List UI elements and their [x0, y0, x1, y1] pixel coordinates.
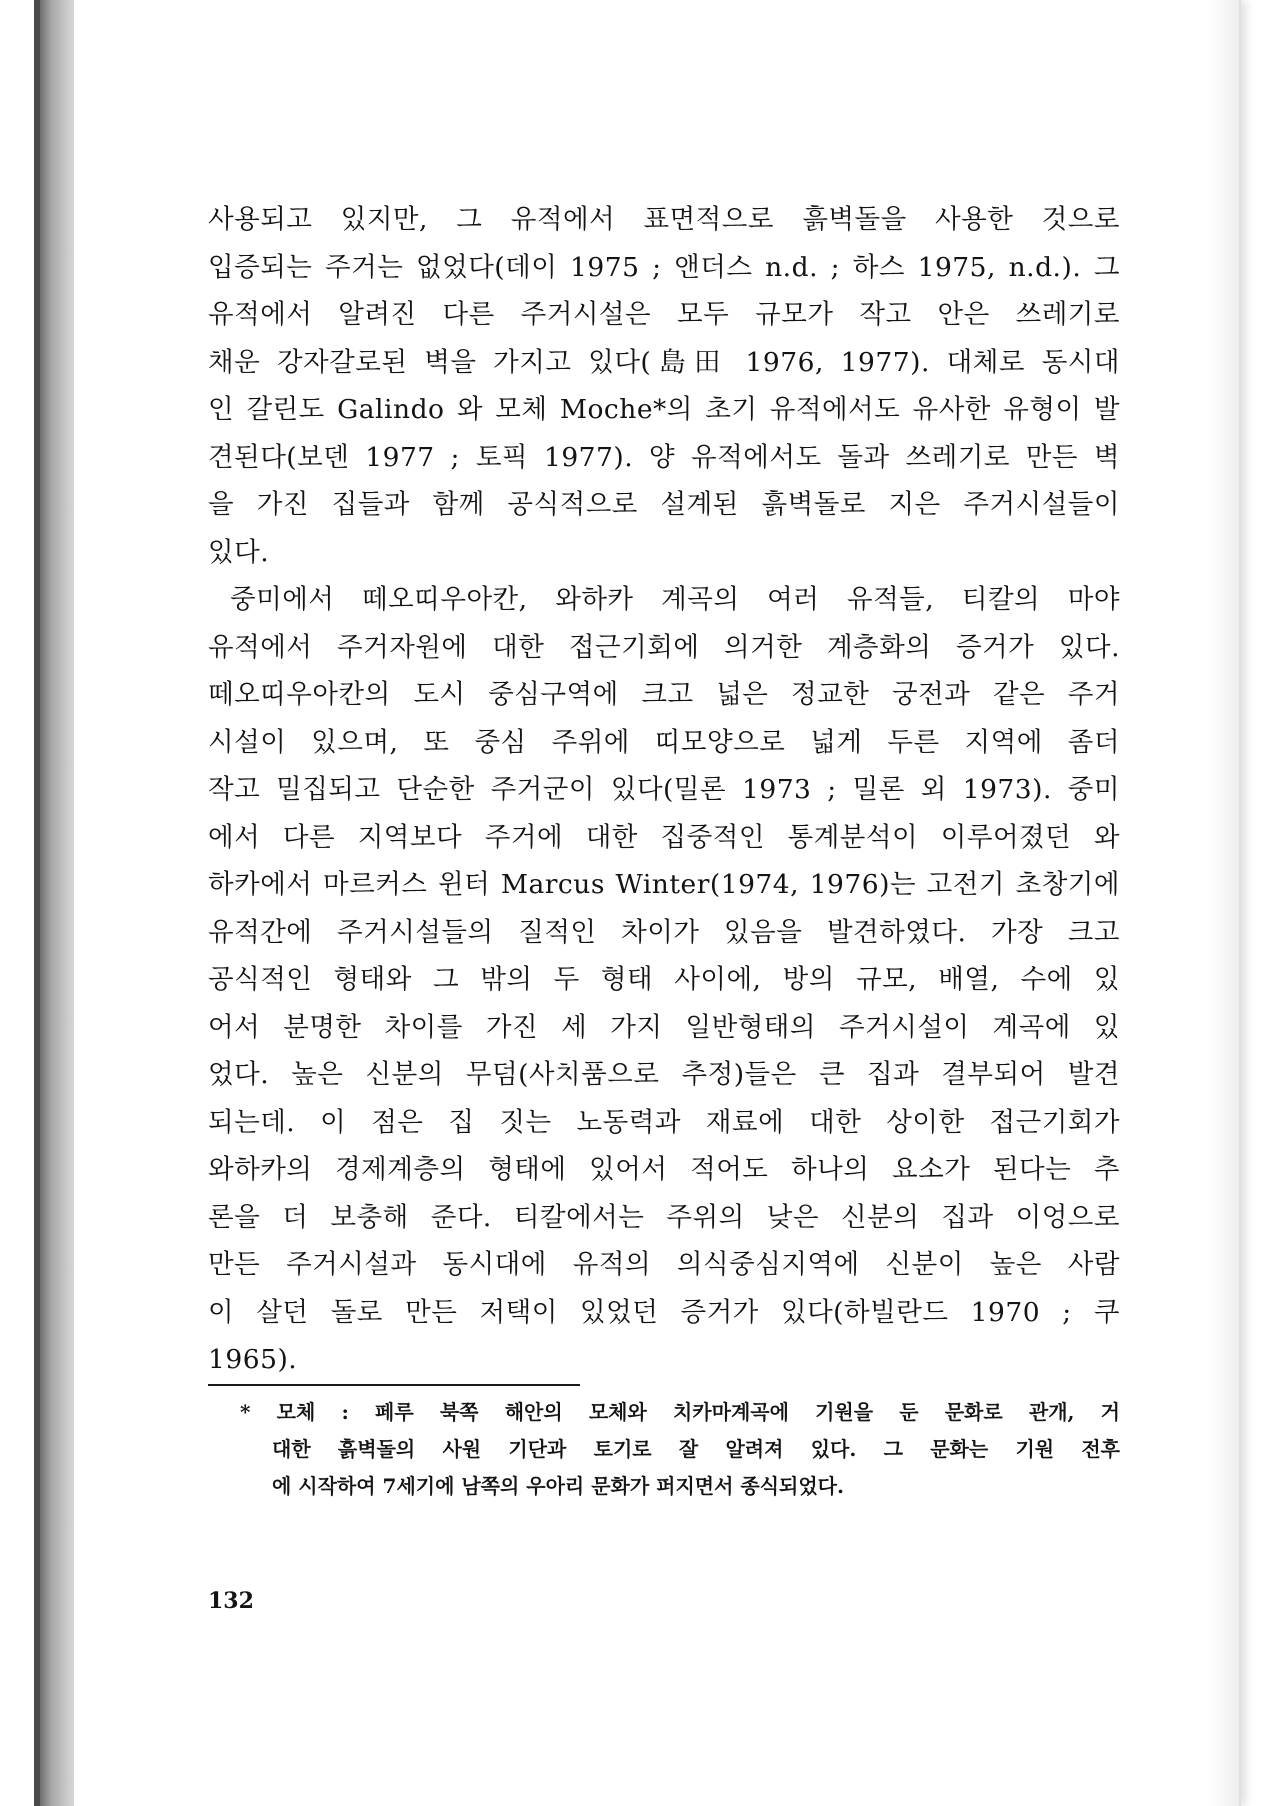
body-line: 을 가진 집들과 함께 공식적으로 설계된 흙벽돌로 지은 주거시설들이	[208, 489, 1120, 520]
body-line: 었다. 높은 신분의 무덤(사치품으로 추정)들은 큰 집과 결부되어 발견	[208, 1059, 1120, 1090]
body-line: 입증되는 주거는 없었다(데이 1975 ; 앤더스 n.d. ; 하스 1975, n.d.). 그	[208, 251, 1120, 283]
book-spine	[40, 0, 74, 1806]
footnote	[240, 1394, 1120, 1505]
body-line: 어서 분명한 차이를 가진 세 가지 일반형태의 주거시설이 계곡에 있	[208, 1011, 1120, 1043]
body-text	[208, 196, 1120, 1384]
footnote-line: * 모체 : 페루 북쪽 해안의 모체와 치카마계곡에 기원을 둔 문화로 관개, 거	[240, 1400, 1120, 1424]
page-number: 132	[208, 1588, 254, 1614]
body-line: 론을 더 보충해 준다. 티칼에서는 주위의 낮은 신분의 집과 이엉으로	[208, 1201, 1120, 1233]
body-line: 만든 주거시설과 동시대에 유적의 의식중심지역에 신분이 높은 사람	[208, 1249, 1120, 1280]
body-line: 채운 강자갈로된 벽을 가지고 있다(島田 1976, 1977). 대체로 동시대	[208, 346, 1120, 378]
body-line: 중미에서 떼오띠우아칸, 와하카 계곡의 여러 유적들, 티칼의 마야	[230, 584, 1120, 615]
body-line: 시설이 있으며, 또 중심 주위에 띠모양으로 넓게 두른 지역에 좀더	[208, 726, 1120, 758]
footnote-line: 대한 흙벽돌의 사원 기단과 토기로 잘 알려져 있다. 그 문화는 기원 전후	[272, 1437, 1120, 1461]
body-line: 에서 다른 지역보다 주거에 대한 집중적인 통계분석이 이루어졌던 와	[208, 821, 1120, 853]
body-line: 떼오띠우아칸의 도시 중심구역에 크고 넓은 정교한 궁전과 같은 주거	[208, 679, 1120, 710]
body-line: 하카에서 마르커스 윈터 Marcus Winter(1974, 1976)는 고전기 초창기에	[208, 869, 1120, 900]
body-line: 되는데. 이 점은 집 짓는 노동력과 재료에 대한 상이한 접근기회가	[208, 1106, 1120, 1138]
body-line: 이 살던 돌로 만든 저택이 있었던 증거가 있다(하빌란드 1970 ; 쿠	[208, 1296, 1120, 1328]
body-line: 작고 밀집되고 단순한 주거군이 있다(밀론 1973 ; 밀론 외 1973). 중미	[208, 774, 1120, 805]
body-line: 와하카의 경제계층의 형태에 있어서 적어도 하나의 요소가 된다는 추	[208, 1154, 1120, 1185]
footnote-line: 에 시작하여 7세기에 남쪽의 우아리 문화가 퍼지면서 종식되었다.	[272, 1474, 844, 1498]
body-line: 1965).	[208, 1344, 298, 1375]
body-line: 유적에서 알려진 다른 주거시설은 모두 규모가 작고 안은 쓰레기로	[208, 299, 1120, 330]
page-edge	[1209, 0, 1239, 1806]
body-line: 사용되고 있지만, 그 유적에서 표면적으로 흙벽돌을 사용한 것으로	[208, 204, 1120, 235]
body-line: 유적간에 주거시설들의 질적인 차이가 있음을 발견하였다. 가장 크고	[208, 916, 1120, 948]
body-line: 인 갈린도 Galindo 와 모체 Moche*의 초기 유적에서도 유사한 유형이 발	[208, 394, 1120, 425]
body-line: 견된다(보덴 1977 ; 토픽 1977). 양 유적에서도 돌과 쓰레기로 만든 벽	[208, 441, 1120, 473]
body-line: 공식적인 형태와 그 밖의 두 형태 사이에, 방의 규모, 배열, 수에 있	[208, 964, 1120, 995]
body-line: 유적에서 주거자원에 대한 접근기회에 의거한 계층화의 증거가 있다.	[208, 631, 1120, 663]
footnote-rule	[208, 1384, 580, 1386]
body-line: 있다.	[208, 536, 270, 568]
